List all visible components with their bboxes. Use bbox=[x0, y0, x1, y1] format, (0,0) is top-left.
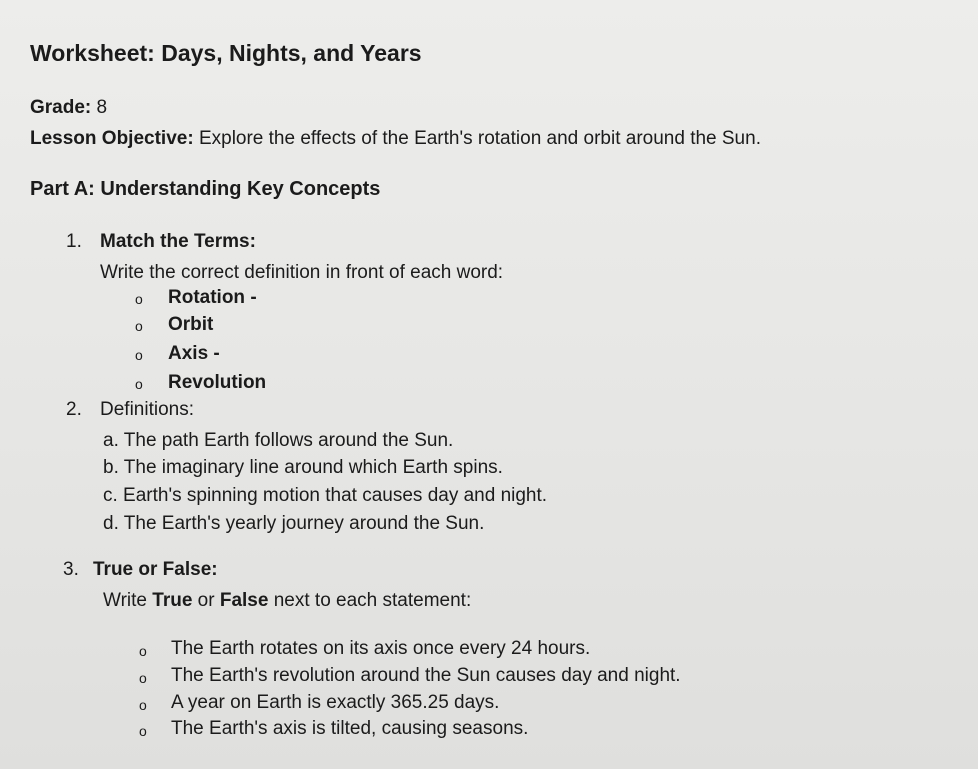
q3-instruction-or: or bbox=[197, 590, 215, 611]
definition-a: a. The path Earth follows around the Sun. bbox=[103, 430, 454, 451]
q1-bullet: o bbox=[135, 291, 143, 307]
statement-3: A year on Earth is exactly 365.25 days. bbox=[171, 692, 500, 713]
grade-value: 8 bbox=[96, 97, 108, 118]
definition-d: d. The Earth's yearly journey around the Sun. bbox=[103, 513, 485, 534]
q1-instruction: Write the correct definition in front of each word: bbox=[100, 262, 504, 283]
q1-bullet: o bbox=[135, 376, 143, 392]
q3-instruction bbox=[103, 590, 471, 612]
definition-c: c. Earth's spinning motion that causes day and night. bbox=[103, 485, 548, 506]
term-revolution: Revolution bbox=[168, 372, 267, 393]
statement-1: The Earth rotates on its axis once every 24 hours. bbox=[171, 638, 591, 659]
term-rotation: Rotation - bbox=[168, 287, 257, 308]
worksheet-title: Worksheet: Days, Nights, and Years bbox=[30, 40, 422, 66]
objective-text: Explore the effects of the Earth's rotation and orbit around the Sun. bbox=[198, 128, 761, 149]
q3-bullet: o bbox=[139, 670, 147, 686]
q1-number: 1. bbox=[66, 231, 82, 252]
term-axis: Axis - bbox=[168, 343, 220, 364]
q3-number: 3. bbox=[63, 559, 79, 580]
grade-label: Grade: bbox=[30, 97, 92, 118]
lesson-objective bbox=[30, 128, 761, 150]
q3-title: True or False: bbox=[93, 559, 218, 580]
objective-label: Lesson Objective: bbox=[30, 128, 194, 149]
definition-b: b. The imaginary line around which Earth spins. bbox=[103, 457, 503, 478]
q3-bullet: o bbox=[139, 697, 147, 713]
q1-bullet: o bbox=[135, 347, 143, 363]
part-a-heading: Part A: Understanding Key Concepts bbox=[30, 178, 381, 200]
q2-number: 2. bbox=[66, 399, 82, 420]
q3-instruction-false: False bbox=[219, 590, 269, 611]
q3-bullet: o bbox=[139, 643, 147, 659]
statement-2: The Earth's revolution around the Sun causes day and night. bbox=[171, 665, 681, 686]
q3-instruction-post: next to each statement: bbox=[273, 590, 472, 611]
q1-title: Match the Terms: bbox=[100, 231, 256, 252]
q1-bullet: o bbox=[135, 318, 143, 334]
statement-4: The Earth's axis is tilted, causing seasons. bbox=[171, 718, 529, 739]
grade-line bbox=[30, 97, 107, 119]
q3-bullet: o bbox=[139, 723, 147, 739]
term-orbit: Orbit bbox=[168, 314, 214, 335]
q3-instruction-true: True bbox=[152, 590, 193, 611]
q2-title: Definitions: bbox=[100, 399, 194, 420]
q3-instruction-pre: Write bbox=[103, 590, 147, 611]
